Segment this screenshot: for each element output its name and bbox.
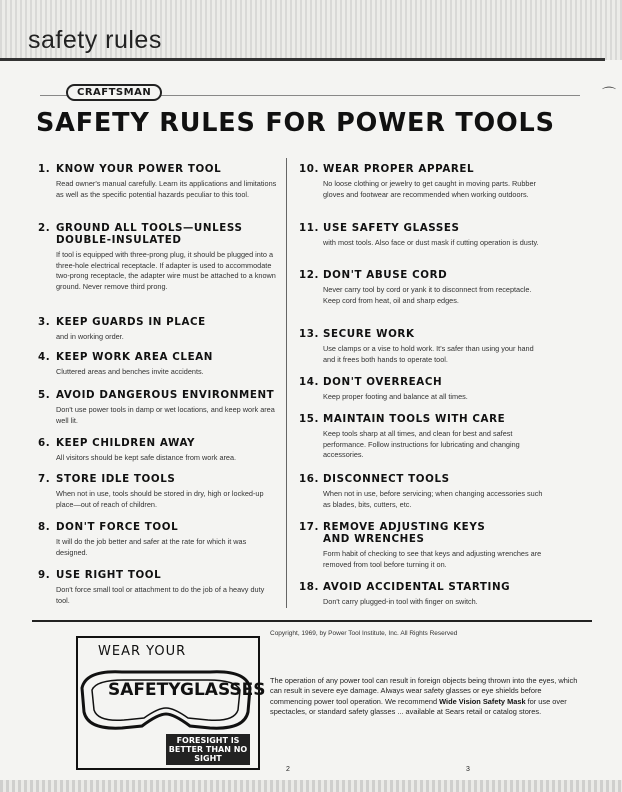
brand-logo: CRAFTSMAN <box>66 84 162 101</box>
rule-title: DON'T ABUSE CORD <box>323 269 448 281</box>
copyright: Copyright, 1969, by Power Tool Institute, Inc. All Rights Reserved <box>270 630 458 637</box>
rule-body: Form habit of checking to see that keys and adjusting wrenches are removed from tool before turning it on. <box>323 549 542 569</box>
rule-title: WEAR PROPER APPAREL <box>323 163 475 175</box>
ad-word-glasses: GLASSES <box>180 680 266 700</box>
rule-number: 9. <box>38 569 51 581</box>
rule-title: KEEP WORK AREA CLEAN <box>56 351 214 363</box>
rule-item <box>299 473 543 510</box>
rule-number: 13. <box>299 328 320 340</box>
footer-band <box>0 780 622 792</box>
rule-number: 1. <box>38 163 51 175</box>
rule-body: All visitors should be kept safe distance from work area. <box>56 453 237 462</box>
rule-title: DON'T OVERREACH <box>323 376 443 388</box>
column-divider <box>286 158 287 608</box>
footer-rule <box>32 620 592 622</box>
rule-title: KNOW YOUR POWER TOOL <box>56 163 222 175</box>
rule-body: If tool is equipped with three-prong plug, it should be plugged into a three-hole electrical receptacle. If adapter is used to accommodate two-prong receptacle, the adapter wire must be attached to a known ground. Never remove third prong. <box>56 250 276 291</box>
rule-body: Read owner's manual carefully. Learn its applications and limitations as well as the specific potential hazards peculiar to this tool. <box>56 179 277 199</box>
rule-title-cont: AND WRENCHES <box>323 533 425 545</box>
rule-number: 17. <box>299 521 320 533</box>
rule-number: 15. <box>299 413 320 425</box>
rule-item <box>38 222 278 292</box>
rule-body: Use clamps or a vise to hold work. It's safer than using your hand and it frees both hands to operate tool. <box>323 344 534 364</box>
rule-body: Don't force small tool or attachment to do the job of a heavy duty tool. <box>56 585 265 605</box>
safety-glasses-ad <box>76 636 266 770</box>
rule-number: 7. <box>38 473 51 485</box>
paragraph-bold: Wide Vision Safety Mask <box>439 696 526 706</box>
page-number-left: 2 <box>286 766 290 773</box>
rule-number: 10. <box>299 163 320 175</box>
rule-number: 4. <box>38 351 51 363</box>
ad-motto: FORESIGHT IS BETTER THAN NO SIGHT <box>166 734 250 765</box>
rule-body: and in working order. <box>56 332 124 341</box>
eye-safety-paragraph <box>270 676 582 717</box>
rule-item <box>38 521 278 558</box>
rule-title: AVOID DANGEROUS ENVIRONMENT <box>56 389 275 401</box>
paragraph-start: The operation of any power tool can result in foreign objects being thrown into the eyes, which can result in severe eye damage. Always wear safety glasses or eye shields before commencing power tool operation. We recommend <box>270 676 578 706</box>
rule-body: Keep tools sharp at all times, and clean for best and safest performance. Follow instructions for lubricating and changing accessories. <box>323 429 520 459</box>
rule-title: AVOID ACCIDENTAL STARTING <box>323 581 511 593</box>
rule-body: No loose clothing or jewelry to get caught in moving parts. Rubber gloves and footwear are recommended when working outdoors. <box>323 179 536 199</box>
rule-body: Don't carry plugged-in tool with finger on switch. <box>323 597 478 606</box>
rule-item <box>38 473 278 510</box>
rule-item <box>38 569 278 606</box>
rule-title: KEEP GUARDS IN PLACE <box>56 316 206 328</box>
ad-word-safety: SAFETY <box>108 680 181 700</box>
rule-title: REMOVE ADJUSTING KEYS <box>323 521 486 533</box>
rule-title: USE RIGHT TOOL <box>56 569 162 581</box>
rule-body: It will do the job better and safer at the rate for which it was designed. <box>56 537 247 557</box>
rule-body: When not in use, before servicing; when changing accessories such as blades, bits, cutters, etc. <box>323 489 543 509</box>
rule-item <box>299 328 543 365</box>
rule-number: 16. <box>299 473 320 485</box>
rule-body: Don't use power tools in damp or wet locations, and keep work area well lit. <box>56 405 275 425</box>
header-rule <box>0 58 605 61</box>
rule-item <box>299 376 543 403</box>
section-label: safety rules <box>28 26 162 54</box>
rule-item <box>299 413 543 461</box>
rule-number: 8. <box>38 521 51 533</box>
rule-item <box>299 222 543 249</box>
page-number-right: 3 <box>466 766 470 773</box>
rule-number: 14. <box>299 376 320 388</box>
rule-item <box>299 581 543 608</box>
rule-title: MAINTAIN TOOLS WITH CARE <box>323 413 506 425</box>
rule-item <box>38 163 278 200</box>
rule-body: Cluttered areas and benches invite accidents. <box>56 367 204 376</box>
paragraph-end: for use over spectacles, or standard safety glasses ... available at Sears retail or catalog stores. <box>270 696 567 716</box>
rule-item <box>38 437 278 464</box>
rule-title-cont: DOUBLE-INSULATED <box>56 234 182 246</box>
rule-number: 3. <box>38 316 51 328</box>
rule-item <box>299 163 543 200</box>
rule-item <box>299 269 543 306</box>
rule-body: When not in use, tools should be stored in dry, high or locked-up place—out of reach of children. <box>56 489 264 509</box>
rule-number: 12. <box>299 269 320 281</box>
rule-item <box>299 521 543 570</box>
rule-title: GROUND ALL TOOLS—UNLESS <box>56 222 243 234</box>
rule-title: DISCONNECT TOOLS <box>323 473 450 485</box>
rule-body: Keep proper footing and balance at all times. <box>323 392 468 401</box>
rule-number: 6. <box>38 437 51 449</box>
rule-number: 5. <box>38 389 51 401</box>
rule-item <box>38 351 278 378</box>
rule-item <box>38 316 278 343</box>
rule-number: 18. <box>299 581 320 593</box>
rule-item <box>38 389 278 426</box>
rule-title: STORE IDLE TOOLS <box>56 473 176 485</box>
rule-title: SECURE WORK <box>323 328 415 340</box>
page-title: SAFETY RULES FOR POWER TOOLS <box>36 108 555 138</box>
rule-body: with most tools. Also face or dust mask if cutting operation is dusty. <box>323 238 539 247</box>
rule-number: 2. <box>38 222 51 234</box>
rule-title: DON'T FORCE TOOL <box>56 521 179 533</box>
rule-title: KEEP CHILDREN AWAY <box>56 437 196 449</box>
corner-mark-icon: ⌒ <box>602 86 616 102</box>
rule-number: 11. <box>299 222 320 234</box>
rule-body: Never carry tool by cord or yank it to disconnect from receptacle. Keep cord from heat, oil and sharp edges. <box>323 285 532 305</box>
rule-title: USE SAFETY GLASSES <box>323 222 460 234</box>
ad-heading: WEAR YOUR <box>98 644 187 659</box>
